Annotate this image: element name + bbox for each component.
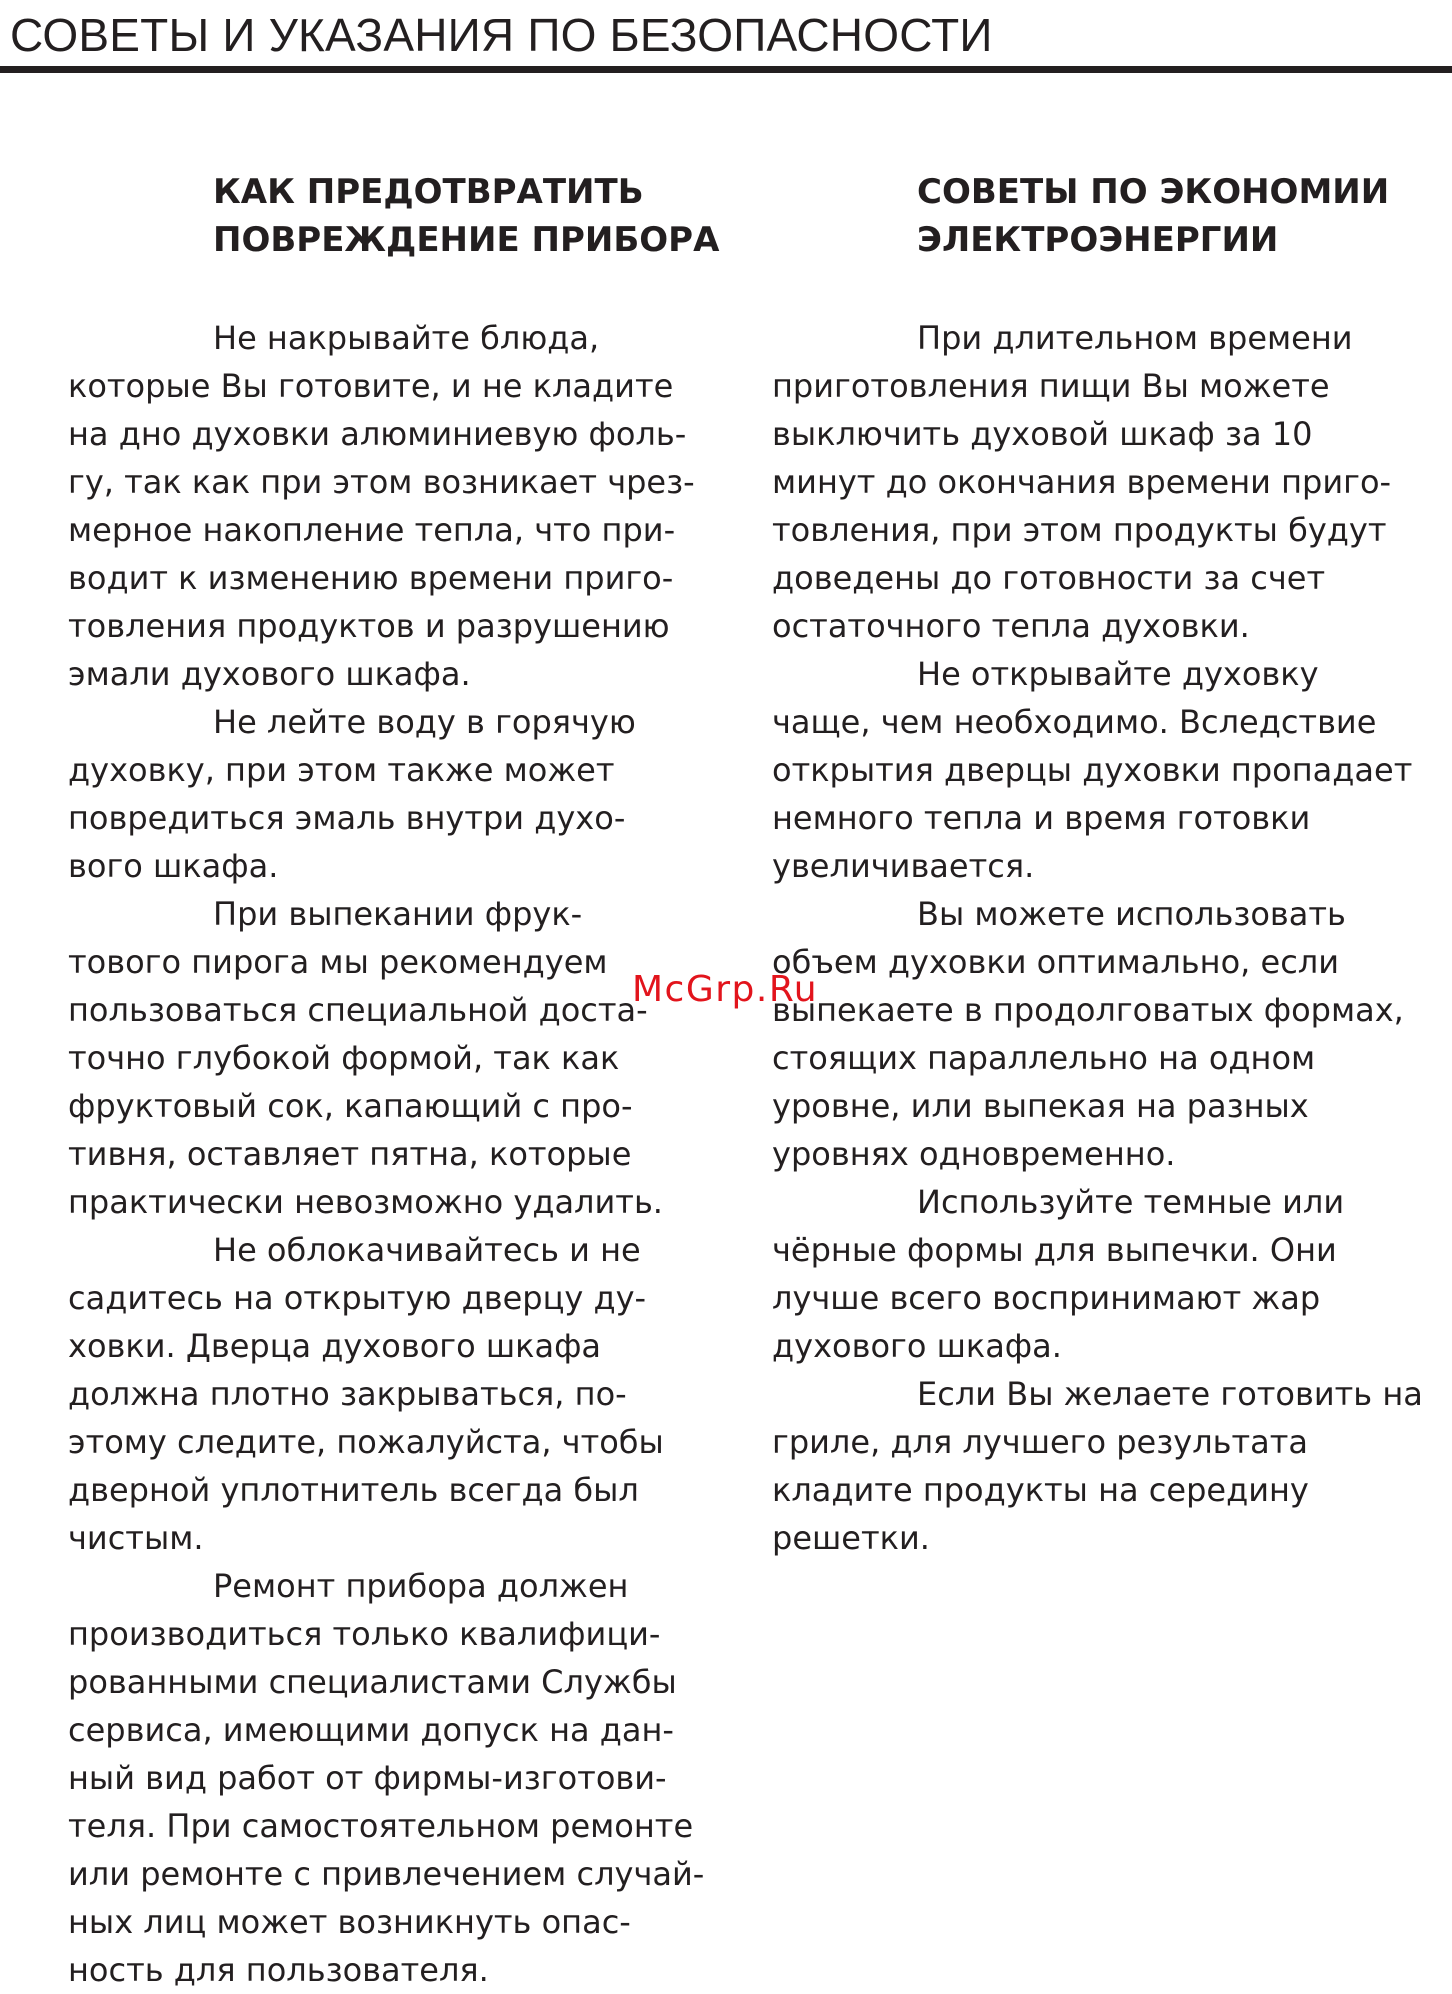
paragraph-line: остаточного тепла духовки.: [772, 607, 1250, 645]
paragraph-line: немного тепла и время готовки: [772, 799, 1311, 837]
paragraph-line: Не накрывайте блюда,: [213, 319, 600, 357]
paragraph-line: кладите продукты на середину: [772, 1471, 1309, 1509]
paragraph-line: ность для пользователя.: [68, 1951, 489, 1989]
paragraph: [772, 1370, 1452, 1562]
paragraph-line: мерное накопление тепла, что при-: [68, 511, 676, 549]
paragraph: [68, 314, 728, 698]
paragraph-line: доведены до готовности за счет: [772, 559, 1326, 597]
paragraph-line: гриле, для лучшего результата: [772, 1423, 1308, 1461]
paragraph: [68, 698, 728, 890]
paragraph-line: чёрные формы для выпечки. Они: [772, 1231, 1337, 1269]
page-title: СОВЕТЫ И УКАЗАНИЯ ПО БЕЗОПАСНОСТИ: [10, 9, 993, 61]
paragraph-line: Вы можете использовать: [917, 895, 1346, 933]
paragraph-line: Если Вы желаете готовить на: [917, 1375, 1423, 1413]
paragraph-line: эмали духового шкафа.: [68, 655, 471, 693]
paragraph-line: Ремонт прибора должен: [213, 1567, 629, 1605]
right-section-heading: [917, 168, 1452, 264]
paragraph-line: открытия дверцы духовки пропадает: [772, 751, 1413, 789]
paragraph-line: ховки. Дверца духового шкафа: [68, 1327, 602, 1365]
paragraph-line: водит к изменению времени приго-: [68, 559, 674, 597]
paragraph-line: дверной уплотнитель всегда был: [68, 1471, 639, 1509]
paragraph-line: товления продуктов и разрушению: [68, 607, 670, 645]
paragraph-line: стоящих параллельно на одном: [772, 1039, 1316, 1077]
paragraph: [772, 890, 1452, 1178]
paragraph-line: уровне, или выпекая на разных: [772, 1087, 1309, 1125]
paragraph-line: повредиться эмаль внутри духо-: [68, 799, 626, 837]
paragraph: [68, 1562, 728, 1994]
paragraph-line: вого шкафа.: [68, 847, 279, 885]
paragraph: [68, 890, 728, 1226]
paragraph-line: ный вид работ от фирмы-изготови-: [68, 1759, 667, 1797]
paragraph-line: или ремонте с привлечением случай-: [68, 1855, 705, 1893]
right-column: [772, 168, 1452, 1562]
left-section-heading: [213, 168, 728, 264]
right-heading-line: СОВЕТЫ ПО ЭКОНОМИИ: [917, 172, 1390, 212]
paragraph-line: Не лейте воду в горячую: [213, 703, 636, 741]
paragraph-line: духовку, при этом также может: [68, 751, 615, 789]
paragraph-line: которые Вы готовите, и не кладите: [68, 367, 674, 405]
paragraph: [772, 314, 1452, 650]
paragraph-line: гу, так как при этом возникает чрез-: [68, 463, 695, 501]
paragraph-line: лучше всего воспринимают жар: [772, 1279, 1321, 1317]
left-heading-line: ПОВРЕЖДЕНИЕ ПРИБОРА: [213, 220, 720, 260]
paragraph-line: производиться только квалифици-: [68, 1615, 661, 1653]
paragraph-line: пользоваться специальной доста-: [68, 991, 648, 1029]
paragraph-line: сервиса, имеющими допуск на дан-: [68, 1711, 674, 1749]
left-heading-line: КАК ПРЕДОТВРАТИТЬ: [213, 172, 644, 212]
paragraph-line: выпекаете в продолговатых формах,: [772, 991, 1404, 1029]
paragraph-line: приготовления пищи Вы можете: [772, 367, 1330, 405]
paragraph-line: духового шкафа.: [772, 1327, 1062, 1365]
paragraph-line: Не облокачивайтесь и не: [213, 1231, 641, 1269]
left-column: [68, 168, 728, 1994]
paragraph-line: решетки.: [772, 1519, 930, 1557]
paragraph-line: При длительном времени: [917, 319, 1353, 357]
paragraph-line: При выпекании фрук-: [213, 895, 583, 933]
paragraph: [68, 1226, 728, 1562]
paragraph-line: чистым.: [68, 1519, 204, 1557]
watermark-text: McGrp.Ru: [632, 969, 819, 1010]
paragraph-line: уровнях одновременно.: [772, 1135, 1176, 1173]
right-paragraphs: [772, 314, 1452, 1562]
paragraph-line: Используйте темные или: [917, 1183, 1345, 1221]
header-divider: [0, 66, 1452, 73]
paragraph-line: минут до окончания времени приго-: [772, 463, 1392, 501]
paragraph-line: товления, при этом продукты будут: [772, 511, 1387, 549]
paragraph-line: теля. При самостоятельном ремонте: [68, 1807, 694, 1845]
paragraph-line: садитесь на открытую дверцу ду-: [68, 1279, 647, 1317]
paragraph-line: ных лиц может возникнуть опас-: [68, 1903, 631, 1941]
paragraph-line: должна плотно закрываться, по-: [68, 1375, 627, 1413]
paragraph-line: объем духовки оптимально, если: [772, 943, 1340, 981]
right-heading-line: ЭЛЕКТРОЭНЕРГИИ: [917, 220, 1279, 260]
paragraph-line: практически невозможно удалить.: [68, 1183, 663, 1221]
paragraph-line: этому следите, пожалуйста, чтобы: [68, 1423, 664, 1461]
paragraph-line: Не открывайте духовку: [917, 655, 1319, 693]
paragraph-line: чаще, чем необходимо. Вследствие: [772, 703, 1377, 741]
paragraph-line: выключить духовой шкаф за 10: [772, 415, 1313, 453]
paragraph-line: на дно духовки алюминиевую фоль-: [68, 415, 687, 453]
paragraph: [772, 650, 1452, 890]
page-header: [0, 0, 1452, 76]
paragraph-line: тового пирога мы рекомендуем: [68, 943, 608, 981]
paragraph-line: тивня, оставляет пятна, которые: [68, 1135, 632, 1173]
paragraph-line: увеличивается.: [772, 847, 1035, 885]
paragraph-line: точно глубокой формой, так как: [68, 1039, 620, 1077]
paragraph-line: фруктовый сок, капающий с про-: [68, 1087, 633, 1125]
paragraph: [772, 1178, 1452, 1370]
left-paragraphs: [68, 314, 728, 1994]
paragraph-line: рованными специалистами Службы: [68, 1663, 677, 1701]
